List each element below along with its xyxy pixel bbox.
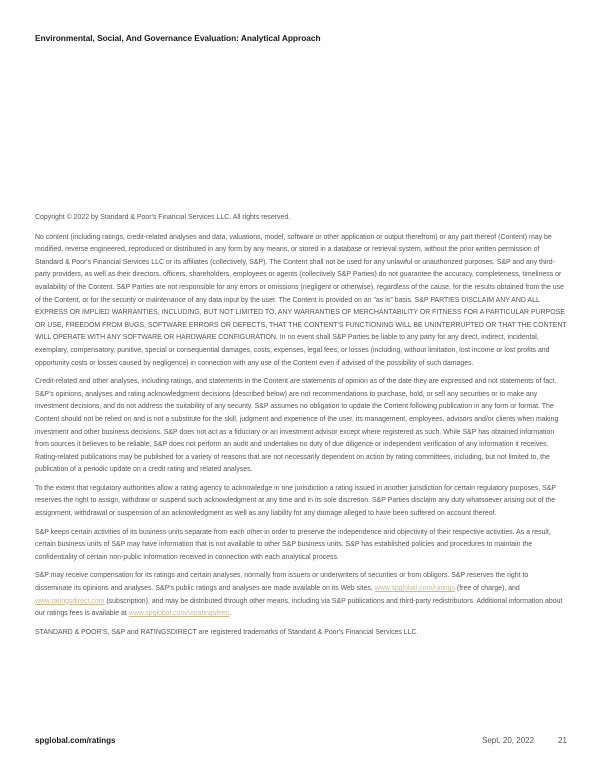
compensation-text-3: (subscription), and may be distributed through other means, including via S&P publications and third-party redistributors. Additional information about our ratings fees is available at [35,597,563,618]
spglobal-ratings-link[interactable]: www.spglobal.com/ratings [374,585,455,593]
disclaimer-paragraph-regulatory: To the extent that regulatory authorities allow a rating agency to acknowledge in one jurisdiction a rating issued in another jurisdiction for certain regulatory purposes, S&P reserves the right to assign, withdraw or suspend such acknowledgment at any time and in its sole discretion. S&P Parties disclaim any duty whatsoever arising out of the assignment, withdrawal or suspension of an acknowledgment as well as any liability for any damage alleged to have been suffered on account thereof. [35,484,556,518]
compensation-text-1: S&P may receive compensation for its ratings and certain analyses, normally from issuers or underwriters of securities or from obligors. S&P reserves the right to disseminate its opinions and analyses. S&P's public ratings and analyses are made available on its Web sites, [35,572,529,593]
disclaimer-paragraph-compensation [35,570,567,620]
disclaimer-paragraph-content: No content (including ratings, credit-related analyses and data, valuations, model, software or other application or output therefrom) or any part thereof (Content) may be modified, reverse engineered, reproduced or distributed in any form by any means, or stored in a database or retrieval system, without the prior written permission of Standard & Poor's Financial Services LLC or its affiliates (collectively, S&P). The Content shall not be used for any unlawful or unauthorized purposes. S&P and any third-party providers, as well as their directors, officers, shareholders, employees or agents (collectively S&P Parties) do not guarantee the accuracy, completeness, timeliness or availability of the Content. S&P Parties are not responsible for any errors or omissions (negligent or otherwise), regardless of the cause, for the results obtained from the use of the Content, or for the security or maintenance of any data input by the user. The Content is provided on an "as is" basis. S&P PARTIES DISCLAIM ANY AND ALL EXPRESS OR IMPLIED WARRANTIES, INCLUDING, BUT NOT LIMITED TO, ANY WARRANTIES OF MERCHANTABILITY OR FITNESS FOR A PARTICULAR PURPOSE OR USE, FREEDOM FROM BUGS, SOFTWARE ERRORS OR DEFECTS, THAT THE CONTENT'S FUNCTIONING WILL BE UNINTERRUPTED OR THAT THE CONTENT WILL OPERATE WITH ANY SOFTWARE OR HARDWARE CONFIGURATION. In no event shall S&P Parties be liable to any party for any direct, indirect, incidental, exemplary, compensatory, punitive, special or consequential damages, costs, expenses, legal fees, or losses (including, without limitation, lost income or lost profits and opportunity costs or losses caused by negligence) in connection with any use of the Content even if advised of the possibility of such damages. [35,233,567,367]
compensation-text-2: (free of charge), and [454,585,520,593]
ratings-fees-link[interactable]: www.spglobal.com/usratingsfees [128,610,230,618]
copyright-notice: Copyright © 2022 by Standard & Poor's Financial Services LLC. All rights reserved. [35,214,291,221]
disclaimer-body [35,212,567,645]
disclaimer-paragraph-opinions: Credit-related and other analyses, including ratings, and statements in the Content are statements of opinion as of the date they are expressed and not statements of fact. S&P's opinions, analyses and rating acknowledgment decisions (described below) are not recommendations to purchase, hold, or sell any securities or to make any investment decisions, and do not address the suitability of any security. S&P assumes no obligation to update the Content following publication in any form or format. The Content should not be relied on and is not a substitute for the skill, judgment and experience of the user, its management, employees, advisors and/or clients when making investment and other business decisions. S&P does not act as a fiduciary or an investment advisor except where registered as such. While S&P has obtained information from sources it believes to be reliable, S&P does not perform an audit and undertakes no duty of due diligence or independent verification of any information it receives. Rating-related publications may be published for a variety of reasons that are not necessarily dependent on action by rating committees, including, but not limited to, the publication of a periodic update on a credit rating and related analyses. [35,378,559,474]
ratingsdirect-link[interactable]: www.ratingsdirect.com [35,597,105,605]
document-header-title: Environmental, Social, And Governance Evaluation: Analytical Approach [35,33,321,43]
footer-date: Sept. 20, 2022 [482,736,535,745]
footer-site: spglobal.com/ratings [35,736,116,745]
page-number: 21 [558,736,567,745]
disclaimer-paragraph-separation: S&P keeps certain activities of its business units separate from each other in order to preserve the independence and objectivity of their respective activities. As a result, certain business units of S&P may have information that is not available to other S&P business units. S&P has established policies and procedures to maintain the confidentiality of certain non-public information received in connection with each analytical process. [35,528,551,561]
trademarks-notice: STANDARD & POOR'S, S&P and RATINGSDIRECT are registered trademarks of Standard & Poor's Financial Services LLC. [35,628,419,636]
compensation-text-4: . [229,610,232,618]
